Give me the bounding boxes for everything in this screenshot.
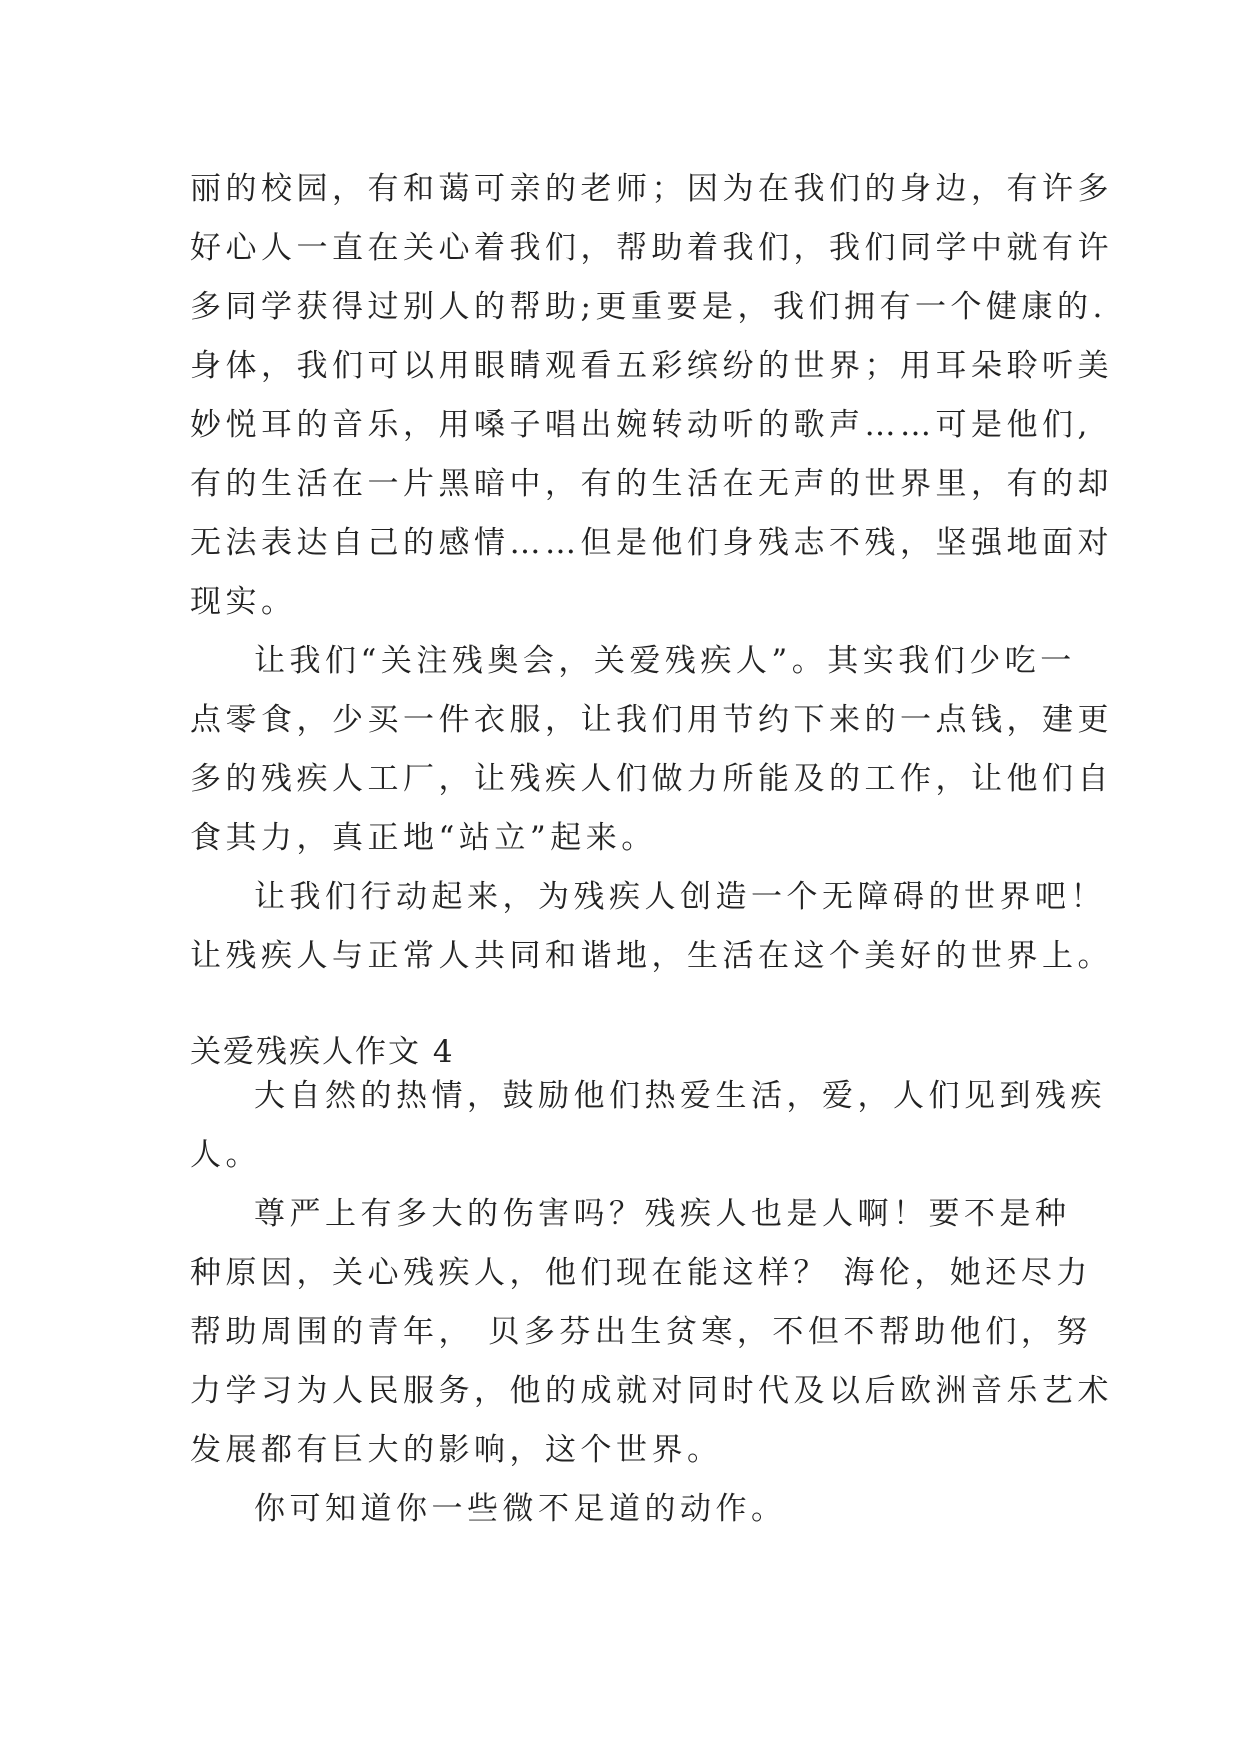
paragraph-5 [190,1185,1113,1480]
paragraph-1 [190,160,1113,632]
text-line: 妙悦耳的音乐，用嗓子唱出婉转动听的歌声……可是他们, [190,407,1092,443]
text-line: 让我们行动起来，为残疾人创造一个无障碍的世界吧！ [254,879,1106,915]
section-title: 关爱残疾人作文 4 [190,1034,455,1070]
text-line: 尊严上有多大的伤害吗？残疾人也是人啊！要不是种 [254,1196,1071,1232]
essay-body-top [190,160,1113,986]
text-line: 点零食，少买一件衣服，让我们用节约下来的一点钱，建更 [190,702,1113,738]
text-line: 丽的校园，有和蔼可亲的老师；因为在我们的身边，有许多 [190,171,1113,207]
text-line: 你可知道你一些微不足道的动作。 [254,1491,787,1527]
paragraph-2 [190,632,1113,868]
text-line: 人。 [190,1137,261,1173]
text-line: 帮助周围的青年， 贝多芬出生贫寒，不但不帮助他们，努 [190,1314,1092,1350]
paragraph-4 [190,1067,1106,1185]
text-line: 有的生活在一片黑暗中，有的生活在无声的世界里，有的却 [190,466,1113,502]
text-line: 种原因，关心残疾人，他们现在能这样？ 海伦，她还尽力 [190,1255,1092,1291]
text-line: 大自然的热情，鼓励他们热爱生活，爱，人们见到残疾 [254,1078,1106,1114]
paragraph-3 [190,868,1113,986]
paragraph-6 [190,1480,1070,1539]
text-line: 力学习为人民服务，他的成就对同时代及以后欧洲音乐艺术 [190,1373,1113,1409]
text-line: 让残疾人与正常人共同和谐地，生活在这个美好的世界上。 [190,938,1113,974]
text-line: 多同学获得过别人的帮助;更重要是，我们拥有一个健康的. [190,289,1107,325]
text-line: 发展都有巨大的影响，这个世界。 [190,1432,723,1468]
essay-body-bottom [190,1067,1113,1539]
text-line: 让我们“关注残奥会，关爱残疾人”。其实我们少吃一 [254,643,1076,679]
text-line: 身体，我们可以用眼睛观看五彩缤纷的世界；用耳朵聆听美 [190,348,1113,384]
text-line: 好心人一直在关心着我们，帮助着我们，我们同学中就有许 [190,230,1113,266]
text-line: 食其力，真正地“站立”起来。 [190,820,657,856]
text-line: 现实。 [190,584,297,620]
text-line: 多的残疾人工厂，让残疾人们做力所能及的工作，让他们自 [190,761,1113,797]
text-line: 无法表达自己的感情……但是他们身残志不残，坚强地面对 [190,525,1113,561]
